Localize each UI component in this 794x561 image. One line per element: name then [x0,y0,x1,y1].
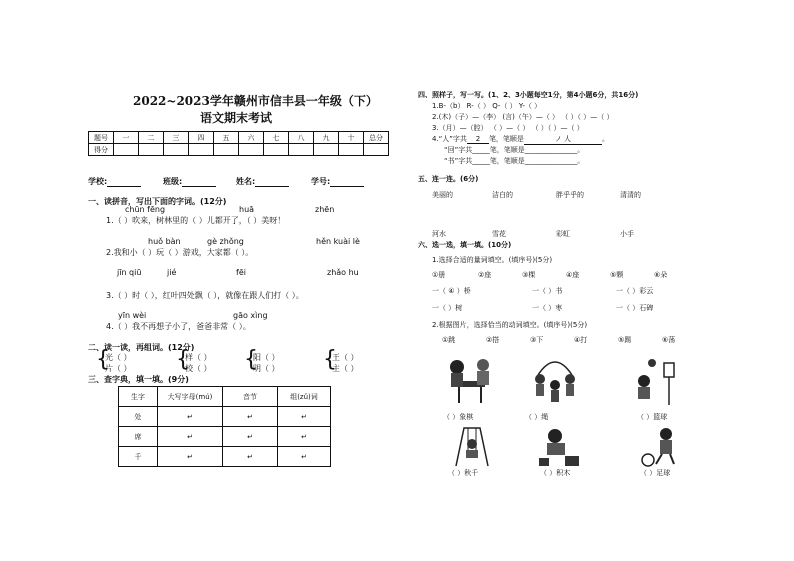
s4-line2: 2.(木)（子）—（李） (言)（午）—（ ） （ ）（ ）—（ ） [432,113,614,121]
pinyin: fēi [236,268,246,277]
score-header-cell: 题号 [89,132,114,144]
match-word[interactable]: 清清的 [620,191,641,199]
measure-word-blank[interactable]: 一（ ）枣 [532,304,563,312]
pinyin: hěn kuài lè [316,237,360,246]
option: ①册 [432,271,446,279]
section2-heading: 二、读一读，再组词。(12分) [88,343,195,352]
score-cell[interactable] [139,144,164,156]
option: ③棵 [522,271,536,279]
score-header-cell: 总分 [364,132,389,144]
table-row [119,427,331,447]
char-cell: 席 [119,427,158,447]
pinyin: huǒ bàn [148,237,181,246]
score-header-cell: 二 [139,132,164,144]
option: ⑤颗 [610,271,624,279]
section6-heading: 六、选一选，填一填。(10分) [418,241,512,249]
score-header-cell: 十 [339,132,364,144]
match-word[interactable]: 小手 [620,230,634,238]
table-row [119,447,331,467]
football-image [640,424,684,468]
match-word[interactable]: 雪花 [492,230,506,238]
score-header-cell: 七 [264,132,289,144]
score-header-cell: 四 [189,132,214,144]
section1-heading: 一、读拼音，写出下面的字词。(12分) [88,197,227,206]
question-1-4: 4.（ ）我不再想子小了，爸爸非常（ ）。 [106,322,251,331]
name-blank[interactable] [255,178,289,187]
measure-word-blank[interactable]: 一（ ④ ）桥 [432,287,471,295]
answer-cell[interactable]: ↵ [223,447,278,467]
answer-cell[interactable]: ↵ [278,447,331,467]
picture-blank[interactable]: （ ）积木 [540,469,571,477]
measure-word-blank[interactable]: 一（ ）书 [532,287,563,295]
option: ⑥朵 [654,271,668,279]
score-cell[interactable] [164,144,189,156]
s4-line4b: “回”字共_____笔，笔顺是_______________。 [444,146,585,154]
picture-blank[interactable]: （ ）足球 [640,469,671,477]
question-1-3: 3.（ ）时（ ），红叶四处飘（ ），就像在跟人们打（ ）。 [106,291,304,300]
answer-cell[interactable]: ↵ [278,427,331,447]
school-blank[interactable] [107,178,141,187]
answer-cell[interactable]: ↵ [158,427,223,447]
pinyin: yīn wèi [118,311,147,320]
s4-line3: 3.（月）—（腔） （ ）—（ ） （ ）（ ）—（ ） [432,124,584,132]
answer-cell[interactable]: ↵ [278,407,331,427]
pinyin: jīn qiū [117,268,142,277]
score-header-row [89,132,389,144]
score-cell[interactable] [289,144,314,156]
option: ②座 [478,271,492,279]
s4-line4c: “书”字共_____笔，笔顺是_______________。 [444,157,585,165]
measure-word-blank[interactable]: 一（ ）树 [432,304,463,312]
score-cell[interactable] [264,144,289,156]
pinyin: huā [239,205,255,214]
score-header-cell: 六 [239,132,264,144]
swing-image [450,424,494,468]
picture-blank[interactable]: （ ）绳 [525,413,549,421]
col-header: 生字 [119,387,158,407]
pinyin: zhǎo hu [327,268,359,277]
class-field: 班级: [163,176,216,187]
class-blank[interactable] [182,178,216,187]
section5-heading: 五、连一连。(6分) [418,175,479,183]
option: ①跳 [442,336,456,344]
exam-subtitle: 语文期末考试 [200,111,273,125]
table-row [119,407,331,427]
s4-line4a: 4.“人”字共 2 笔，笔顺是 ノ 人 。 [432,135,609,143]
score-table [88,131,389,156]
pinyin: jié [167,268,177,277]
s4-line1: 1.B-（b） R-（ ） Q-（ ） Y-（ ） [432,102,542,110]
question-1-2: 2.我和小（ ）玩（ ）游戏，大家都（ ）。 [106,248,254,257]
picture-blank[interactable]: （ ）秋千 [448,469,479,477]
score-header-cell: 九 [314,132,339,144]
jump-rope-image [530,355,580,407]
char-cell: 千 [119,447,158,467]
s6-q2: 2.根据图片，选择恰当的动词填空。(填序号)(5分) [432,321,588,329]
school-field: 学校: [88,176,141,187]
match-word[interactable]: 河水 [432,230,446,238]
score-cell[interactable] [364,144,389,156]
option: ⑥荡 [662,336,676,344]
building-blocks-image [535,424,585,468]
measure-word-blank[interactable]: 一（ ）彩云 [616,287,654,295]
section3-heading: 三、查字典，填一填。(9分) [88,375,189,384]
pinyin: chūn fēng [125,205,166,214]
picture-blank[interactable]: （ ）篮球 [637,413,668,421]
score-cell[interactable] [339,144,364,156]
score-cell[interactable] [114,144,139,156]
name-field: 姓名: [236,176,289,187]
measure-word-blank[interactable]: 一（ ）石碑 [616,304,654,312]
score-header-cell: 五 [214,132,239,144]
col-header: 组(zǔ)词 [278,387,331,407]
option: ④座 [566,271,580,279]
match-word[interactable]: 胖乎乎的 [556,191,584,199]
col-header: 大写字母(mú) [158,387,223,407]
exam-title: 2022~2023学年赣州市信丰县一年级（下） [133,94,378,108]
option: ⑤踢 [618,336,632,344]
answer-cell[interactable]: ↵ [158,447,223,467]
score-header-cell: 三 [164,132,189,144]
match-word[interactable]: 洁白的 [492,191,513,199]
score-cell[interactable] [189,144,214,156]
score-cell[interactable] [214,144,239,156]
score-header-cell: 八 [289,132,314,144]
answer-cell[interactable]: ↵ [158,407,223,427]
answer-cell[interactable]: ↵ [223,407,278,427]
basketball-image [630,355,680,407]
option: ④打 [574,336,588,344]
score-cell[interactable] [314,144,339,156]
option: ②搭 [486,336,500,344]
match-word[interactable]: 彩虹 [556,230,570,238]
col-header: 音节 [223,387,278,407]
score-cell[interactable] [239,144,264,156]
s6-q1: 1.选择合适的量词填空。(填序号)(5分) [432,256,553,264]
match-word[interactable]: 美丽的 [432,191,453,199]
chess-players-image [445,355,495,407]
section4-heading: 四、照样子，写一写。(1、2、3小题每空1分，第4小题6分，共16分) [418,91,639,99]
answer-cell[interactable]: ↵ [223,427,278,447]
score-row [89,144,389,156]
dictionary-table [118,386,331,467]
picture-blank[interactable]: （ ）象棋 [443,413,474,421]
score-row-label: 得分 [89,144,114,156]
char-cell: 处 [119,407,158,427]
option: ③下 [530,336,544,344]
student-id-field: 学号: [311,176,364,187]
pinyin: zhēn [315,205,335,214]
stroke-order-answer: ノ 人 [524,134,602,145]
score-header-cell: 一 [114,132,139,144]
question-1-1: 1.（ ）吹来，树林里的（ ）儿都开了，（ ）美呀！ [106,216,286,225]
pinyin: gāo xìng [233,311,268,320]
student-id-blank[interactable] [330,178,364,187]
pinyin: gè zhǒng [207,237,244,246]
